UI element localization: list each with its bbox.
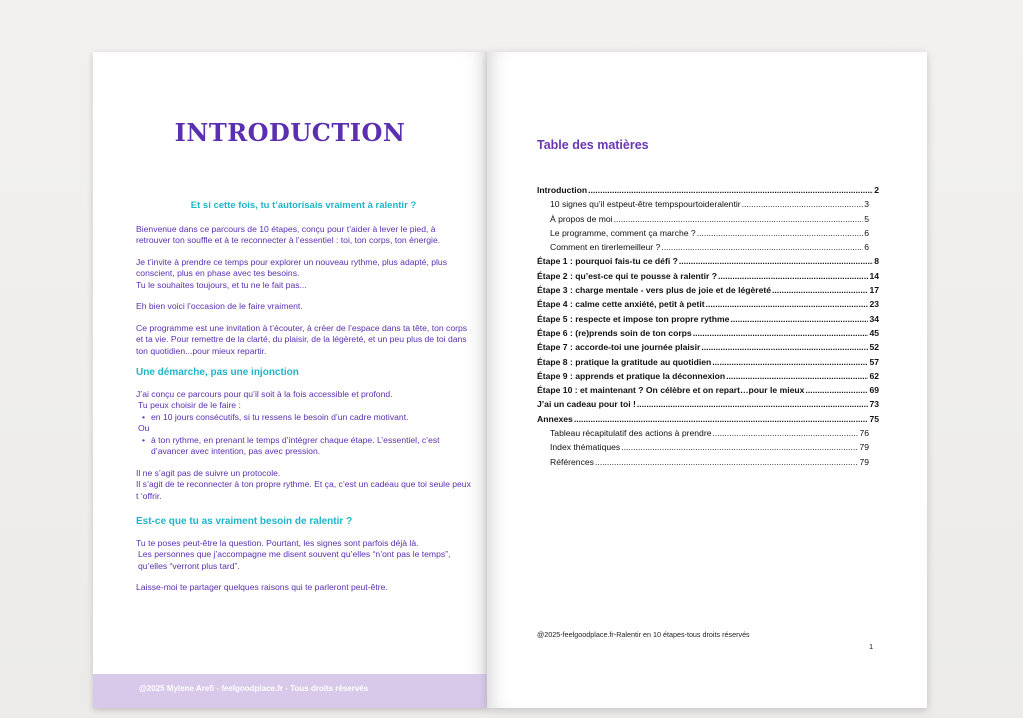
toc-leader-dots xyxy=(712,357,868,367)
toc-entry xyxy=(537,357,879,371)
toc-entry-label: À propos de moi xyxy=(550,213,613,224)
toc-leader-dots xyxy=(621,442,858,452)
toc-entry-page: 62 xyxy=(869,370,879,381)
toc-entry xyxy=(537,457,879,471)
toc-entry xyxy=(537,428,879,442)
toc-entry-label: Étape 6 : (re)prends soin de ton corps xyxy=(537,327,692,338)
toc-leader-dots xyxy=(772,285,868,295)
toc-entry-page: 45 xyxy=(869,327,879,338)
toc-entry-label: Étape 8 : pratique la gratitude au quotidien xyxy=(537,356,712,367)
toc-entry-label: Étape 3 : charge mentale - vers plus de joie et de légèreté xyxy=(537,285,772,296)
toc-entry-page: 73 xyxy=(869,399,879,410)
toc-entry-page: 34 xyxy=(869,313,879,324)
toc-leader-dots xyxy=(706,299,869,309)
toc-leader-dots xyxy=(693,328,869,338)
section-besoin-text: Tu te poses peut-être la question. Pourtant, les signes sont parfois déjà là. Les personnes que j’accompagne me disent souvent qu’elles “n’ont pas le temps”, qu’elles “verront plus tard”. Laisse-moi te partager quelques raisons qui te parleront peut-être. xyxy=(136,537,451,592)
section-demarche-text: J’ai conçu ce parcours pour qu’il soit à la fois accessible et profond. Tu peux choisir de le faire : • en 10 jours consécutifs, si tu ressens le besoin d’un cadre motivant. Ou • à ton rythme, en prenant le temps d’intégrer chaque étape. L’essentiel, c’est d’avancer avec intention, pas avec pression. Il ne s’agit pas de suivre un protocole. Il s’agit de te reconnecter à ton propre rythme. Et ça, c’est un cadeau que toi seule peux t ‘offrir. xyxy=(136,388,471,501)
toc-entry-page: 76 xyxy=(859,428,869,439)
toc-leader-dots xyxy=(730,314,868,324)
toc-entry-page: 6 xyxy=(864,242,869,253)
toc-entry xyxy=(537,371,879,385)
toc-entry-page: 23 xyxy=(869,299,879,310)
left-page xyxy=(93,52,487,708)
list-item: • à ton rythme, en prenant le temps d’intégrer chaque étape. L’essentiel, c’est d’avancer avec intention, pas avec pression. xyxy=(142,434,440,456)
toc-entry-label: Introduction xyxy=(537,185,588,195)
toc-leader-dots xyxy=(637,399,869,409)
toc-entry-page: 57 xyxy=(869,356,879,367)
right-page-footer: @2025-feelgoodplace.fr-Ralentir en 10 étapes-tous droits réservés xyxy=(537,630,750,639)
toc-leader-dots xyxy=(574,414,869,424)
toc-entry-label: Le programme, comment ça marche ? xyxy=(550,227,696,238)
list-item: • en 10 jours consécutifs, si tu ressens le besoin d’un cadre motivant. xyxy=(142,411,409,422)
table-of-contents xyxy=(537,185,879,471)
toc-entry-label: Index thématiques xyxy=(550,442,621,453)
section-heading-besoin: Est-ce que tu as vraiment besoin de ralentir ? xyxy=(136,516,353,527)
toc-entry xyxy=(537,228,879,242)
right-page xyxy=(487,52,927,708)
left-page-body xyxy=(136,200,471,594)
toc-entry-label: Étape 1 : pourquoi fais-tu ce défi ? xyxy=(537,256,678,267)
toc-entry xyxy=(537,271,879,285)
toc-leader-dots xyxy=(726,371,868,381)
toc-leader-dots xyxy=(679,256,873,266)
toc-entry-page: 75 xyxy=(869,413,879,424)
toc-entry xyxy=(537,328,879,342)
toc-leader-dots xyxy=(701,342,868,352)
toc-entry-label: Tableau récapitulatif des actions à prendre xyxy=(550,428,712,439)
toc-entry xyxy=(537,256,879,270)
toc-leader-dots xyxy=(718,271,868,281)
toc-entry xyxy=(537,185,879,199)
toc-entry xyxy=(537,399,879,413)
toc-entry-label: Comment en tirerlemeilleur ? xyxy=(550,242,661,253)
toc-entry-label: Annexes xyxy=(537,413,573,424)
toc-entry-label: Étape 9 : apprends et pratique la déconnexion xyxy=(537,370,726,381)
toc-entry-page: 69 xyxy=(869,385,879,396)
toc-title: Table des matières xyxy=(537,138,649,152)
toc-entry xyxy=(537,442,879,456)
toc-entry-page: 52 xyxy=(869,342,879,353)
toc-entry-label: Étape 2 : qu’est-ce qui te pousse à ralentir ? xyxy=(537,270,718,281)
toc-leader-dots xyxy=(712,428,858,438)
paragraph-programme: Ce programme est une invitation à t’écouter, à créer de l’espace dans ta tête, ton corps et ta vie. Pour remettre de la clarté, du plaisir, de la légèreté, et un peu plus de toi dans ton quotidien...pour mieux repartir. xyxy=(136,322,468,356)
toc-entry xyxy=(537,199,879,213)
toc-entry-page: 79 xyxy=(859,456,869,467)
toc-entry-page: 6 xyxy=(864,227,869,238)
toc-entry xyxy=(537,385,879,399)
left-page-footer xyxy=(93,674,487,708)
toc-entry xyxy=(537,214,879,228)
toc-entry-page: 2 xyxy=(874,185,879,195)
paragraph-welcome: Bienvenue dans ce parcours de 10 étapes, conçu pour t’aider à lever le pied, à retrouver ton souffle et à te reconnecter à l’essentiel : toi, ton corps, ton énergie. xyxy=(136,223,441,245)
paragraph-occasion: Eh bien voici l’occasion de le faire vraiment. xyxy=(136,301,303,311)
toc-entry-page: 5 xyxy=(864,213,869,224)
toc-entry xyxy=(537,285,879,299)
toc-entry xyxy=(537,299,879,313)
toc-leader-dots xyxy=(805,385,868,395)
toc-entry-page: 8 xyxy=(874,256,879,267)
toc-leader-dots xyxy=(661,242,863,252)
page-number: 1 xyxy=(869,642,874,651)
left-footer-text: @2025 Mylene Arefi - feelgoodplace.fr - Tous droits réservés xyxy=(139,684,369,693)
toc-leader-dots xyxy=(595,457,858,467)
toc-entry xyxy=(537,242,879,256)
toc-entry xyxy=(537,314,879,328)
toc-entry-label: Étape 5 : respecte et impose ton propre rythme xyxy=(537,313,730,324)
toc-leader-dots xyxy=(697,228,864,238)
toc-entry-label: Étape 7 : accorde-toi une journée plaisir xyxy=(537,342,701,353)
toc-leader-dots xyxy=(742,199,864,209)
toc-entry-label: J’ai un cadeau pour toi ! xyxy=(537,399,636,410)
toc-entry-label: 10 signes qu’il estpeut-être tempspourtoideralentir xyxy=(550,199,741,210)
toc-entry xyxy=(537,342,879,356)
toc-entry-page: 17 xyxy=(869,285,879,296)
intro-subtitle: Et si cette fois, tu t’autorisais vraiment à ralentir ? xyxy=(190,200,417,211)
page-title: INTRODUCTION xyxy=(174,118,406,147)
toc-entry-label: Étape 10 : et maintenant ? On célèbre et on repart…pour le mieux xyxy=(537,385,805,396)
toc-entry-label: Références xyxy=(550,456,594,467)
toc-entry-page: 14 xyxy=(869,270,879,281)
section-heading-demarche: Une démarche, pas une injonction xyxy=(136,367,299,378)
paragraph-invite: Je t’invite à prendre ce temps pour explorer un nouveau rythme, plus adapté, plus conscient, plus en phase avec tes besoins. Tu le souhaites toujours, et tu ne le fait pas... xyxy=(136,256,447,290)
toc-leader-dots xyxy=(614,214,864,224)
toc-leader-dots xyxy=(588,185,873,195)
toc-entry-label: Étape 4 : calme cette anxiété, petit à petit xyxy=(537,299,705,310)
toc-entry-page: 3 xyxy=(864,199,869,210)
toc-entry-page: 79 xyxy=(859,442,869,453)
toc-entry xyxy=(537,414,879,428)
